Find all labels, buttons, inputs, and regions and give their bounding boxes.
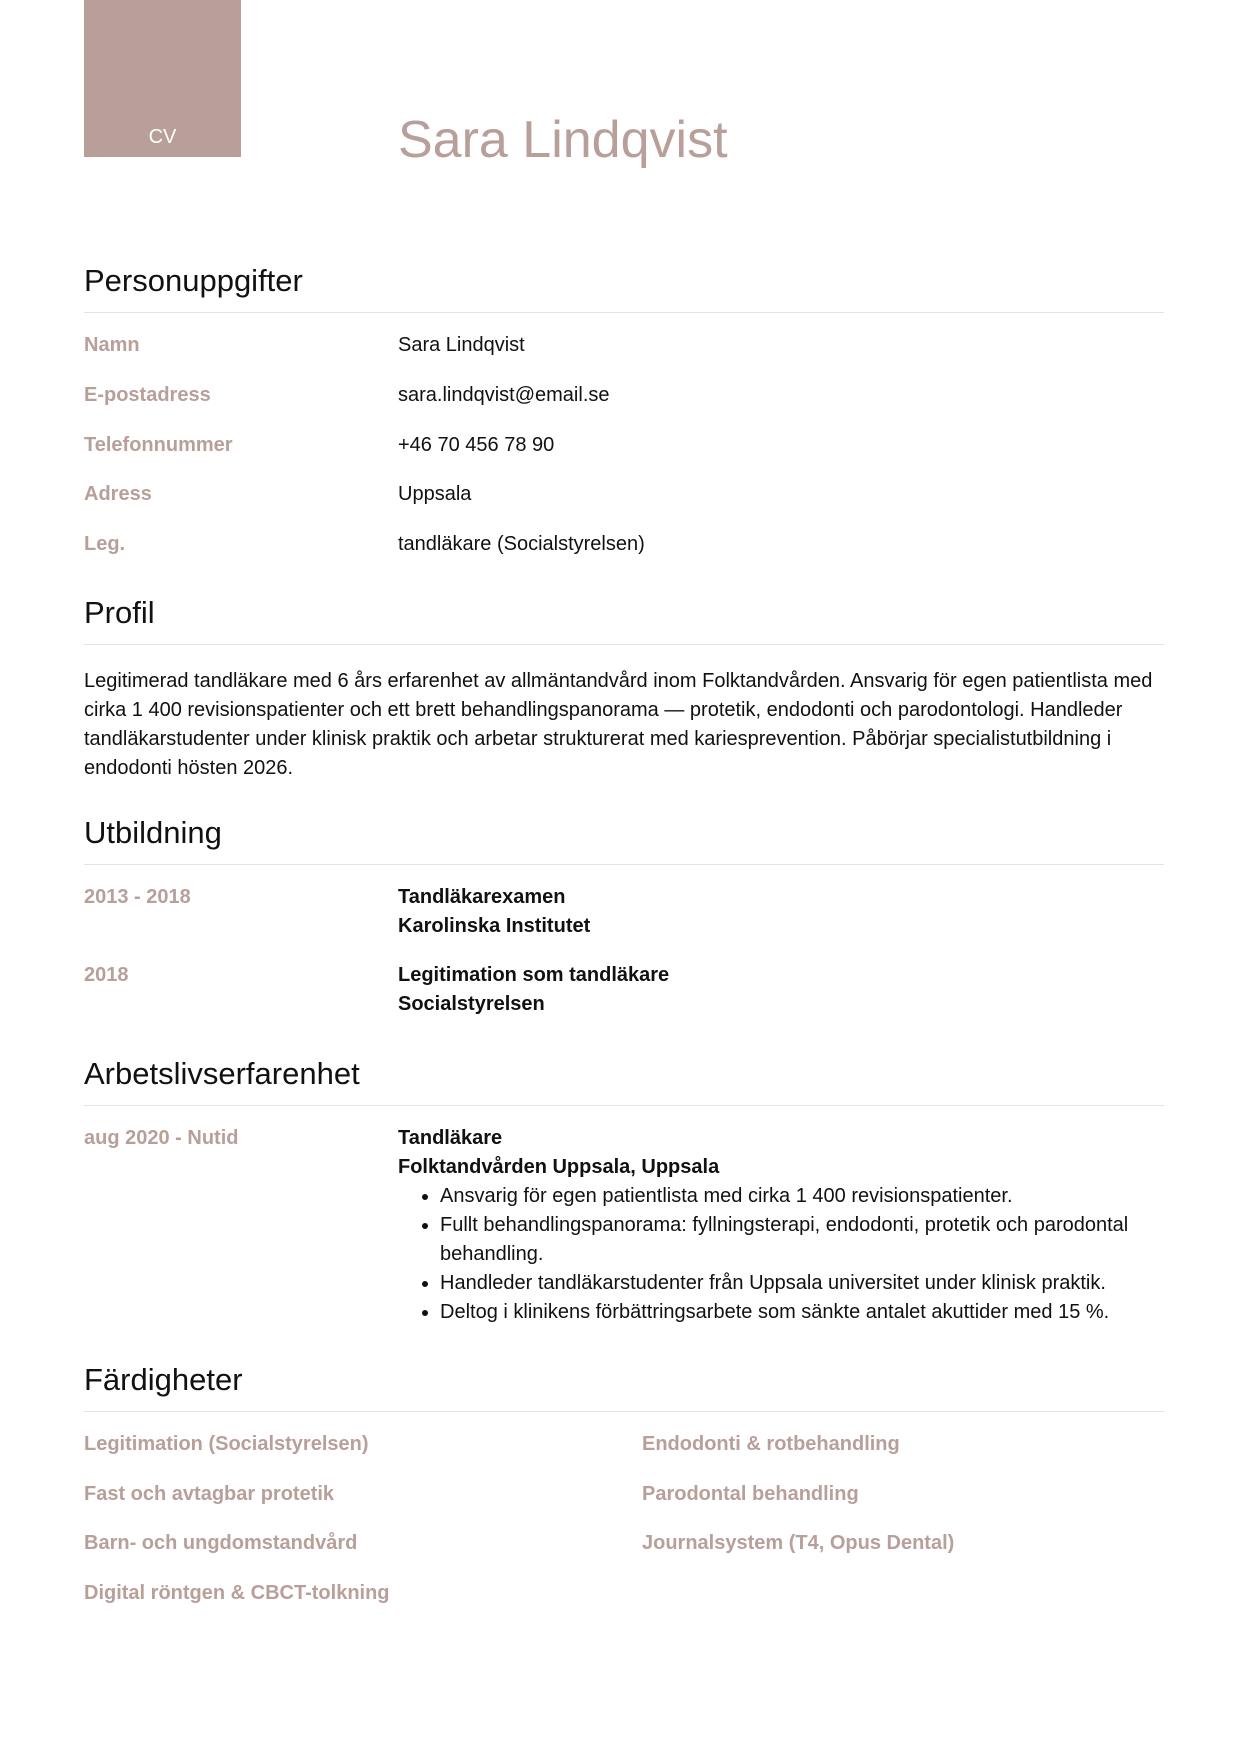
education-details [398, 961, 1164, 1019]
education-org: Socialstyrelsen [398, 993, 545, 1015]
skill-item: Endodonti & rotbehandling [642, 1433, 900, 1455]
row-label: E-postadress [84, 384, 211, 406]
section-heading: Utbildning [84, 815, 222, 850]
experience-org: Folktandvården Uppsala, Uppsala [398, 1156, 720, 1178]
section-heading: Arbetslivserfarenhet [84, 1056, 360, 1091]
row-value: tandläkare (Socialstyrelsen) [398, 533, 645, 555]
section-heading: Profil [84, 595, 155, 630]
section-profile [84, 593, 1164, 783]
cv-badge-label: CV [148, 126, 177, 148]
education-period: 2018 [84, 964, 129, 986]
row-label: Leg. [84, 533, 126, 555]
divider [84, 864, 1164, 865]
skill-item: Legitimation (Socialstyrelsen) [84, 1433, 369, 1455]
row-label: Telefonnummer [84, 434, 233, 456]
section-education [84, 813, 1164, 1023]
bullet-item: • Fullt behandlingspanorama: fyllningsterapi, endodonti, protetik och parodontal behandling. [440, 1211, 1164, 1269]
experience-bullets [398, 1182, 1164, 1327]
skill-item: Digital röntgen & CBCT-tolkning [84, 1582, 390, 1604]
bullet-item: • Ansvarig för egen patientlista med cirka 1 400 revisionspatienter. [440, 1182, 1164, 1211]
section-skills [84, 1360, 1164, 1610]
row-value: Uppsala [398, 483, 472, 505]
skill-item: Fast och avtagbar protetik [84, 1483, 335, 1505]
education-title: Legitimation som tandläkare [398, 964, 670, 986]
section-experience [84, 1054, 1164, 1334]
row-value: +46 70 456 78 90 [398, 434, 555, 456]
section-heading: Färdigheter [84, 1362, 243, 1397]
row-value: sara.lindqvist@email.se [398, 384, 610, 406]
skill-item: Parodontal behandling [642, 1483, 859, 1505]
skill-item: Barn- och ungdomstandvård [84, 1532, 358, 1554]
experience-title: Tandläkare [398, 1127, 503, 1149]
section-personal [84, 261, 1164, 561]
row-value: Sara Lindqvist [398, 334, 525, 356]
divider [84, 644, 1164, 645]
bullet-item: • Handleder tandläkarstudenter från Uppsala universitet under klinisk praktik. [440, 1269, 1164, 1298]
cv-badge [84, 0, 241, 157]
divider [84, 1105, 1164, 1106]
experience-details [398, 1124, 1164, 1327]
education-title: Tandläkarexamen [398, 886, 566, 908]
bullet-item: • Deltog i klinikens förbättringsarbete som sänkte antalet akuttider med 15 %. [440, 1298, 1164, 1327]
row-label: Adress [84, 483, 152, 505]
divider [84, 312, 1164, 313]
skill-item: Journalsystem (T4, Opus Dental) [642, 1532, 955, 1554]
page-title: Sara Lindqvist [398, 111, 728, 169]
section-heading: Personuppgifter [84, 263, 303, 298]
experience-period: aug 2020 - Nutid [84, 1127, 239, 1149]
education-period: 2013 - 2018 [84, 886, 191, 908]
profile-text: Legitimerad tandläkare med 6 års erfarenhet av allmäntandvård inom Folktandvården. Ansvarig för egen patientlista med cirka 1 400 revisionspatienter och ett brett behandlingspanorama — protetik, endodonti och parodontologi. Handleder tandläkarstudenter under klinisk praktik och arbetar strukturerat med kariesprevention. Påbörjar specialistutbildning i endodonti hösten 2026. [84, 670, 1153, 779]
education-details [398, 883, 1164, 941]
education-org: Karolinska Institutet [398, 915, 591, 937]
row-label: Namn [84, 334, 140, 356]
divider [84, 1411, 1164, 1412]
